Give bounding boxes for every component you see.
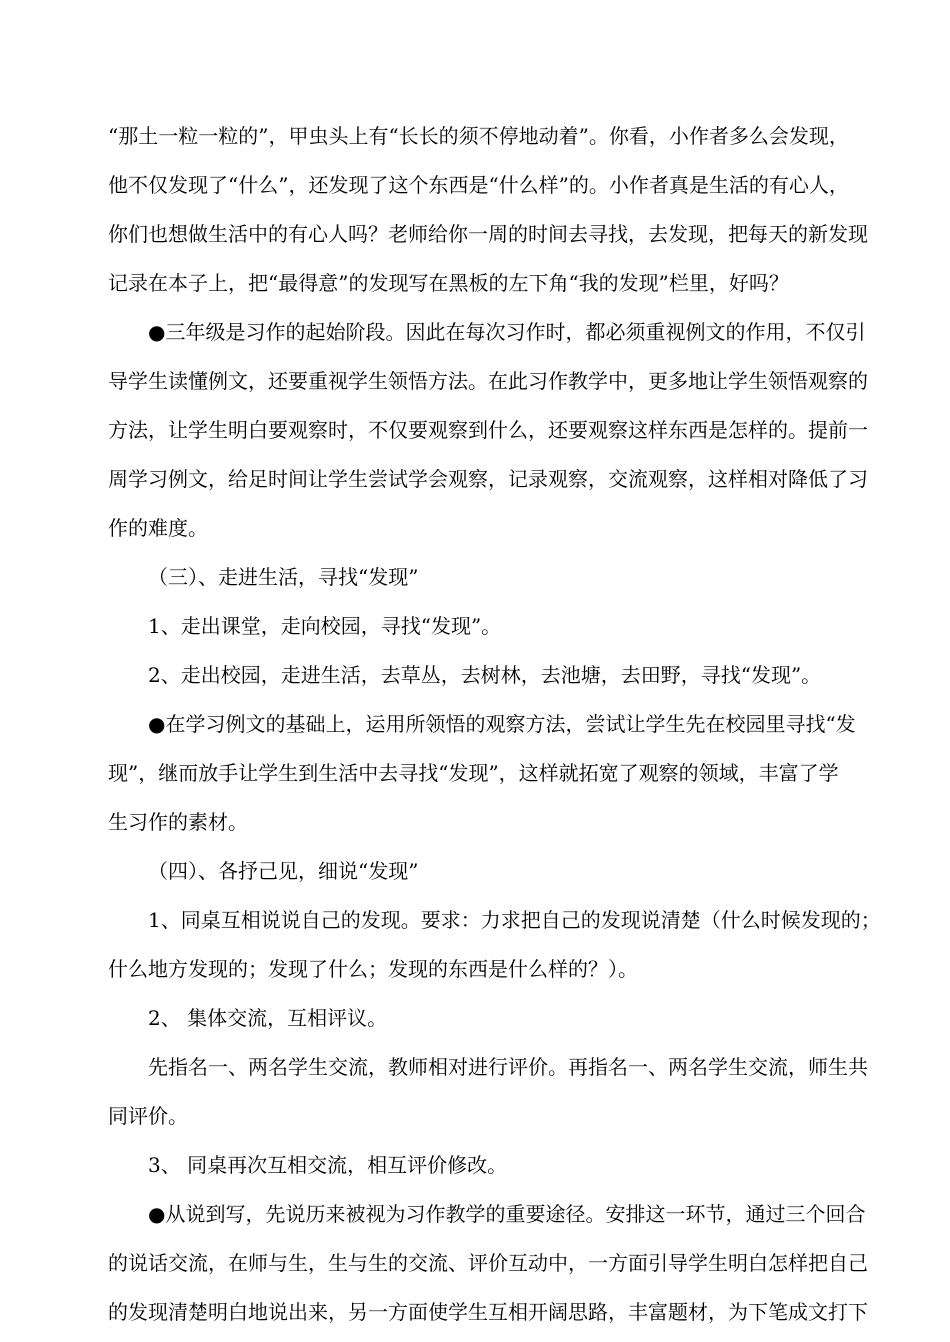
step-line: 1、同桌互相说说自己的发现。要求：力求把自己的发现说清楚（什么时候发现的； — [148, 908, 881, 932]
text-line: 同评价。 — [108, 1104, 188, 1128]
section-heading: （四）、各抒己见，细说“发现” — [148, 859, 419, 883]
bullet-paragraph-line: ●在学习例文的基础上，运用所领悟的观察方法，尝试让学生先在校园里寻找“发 — [148, 712, 856, 736]
step-line: 3、 同桌再次互相交流，相互评价修改。 — [148, 1153, 508, 1177]
text-line: 作的难度。 — [108, 516, 208, 540]
bullet-paragraph-line: ●三年级是习作的起始阶段。因此在每次习作时，都必须重视例文的作用，不仅引 — [148, 320, 866, 344]
text-line: 他不仅发现了“什么”，还发现了这个东西是“什么样”的。小作者真是生活的有心人， — [108, 173, 849, 197]
text-line: 的说话交流，在师与生，生与生的交流、评价互动中，一方面引导学生明白怎样把自己 — [108, 1251, 868, 1275]
text-line: 周学习例文，给足时间让学生尝试学会观察，记录观察，交流观察，这样相对降低了习 — [108, 467, 868, 491]
step-line: 2、走出校园，走进生活，去草丛，去树林，去池塘，去田野，寻找“发现”。 — [148, 663, 822, 687]
text-line: 的发现清楚明白地说出来，另一方面使学生互相开阔思路，丰富题材，为下笔成文打下 — [108, 1300, 868, 1324]
section-heading: （三）、走进生活，寻找“发现” — [148, 565, 419, 589]
step-line: 2、 集体交流，互相评议。 — [148, 1006, 388, 1030]
text-line: 你们也想做生活中的有心人吗？老师给你一周的时间去寻找，去发现，把每天的新发现 — [108, 222, 868, 246]
text-line: 方法，让学生明白要观察时，不仅要观察到什么，还要观察这样东西是怎样的。提前一 — [108, 418, 868, 442]
text-line: 记录在本子上，把“最得意”的发现写在黑板的左下角“我的发现”栏里，好吗？ — [108, 271, 789, 295]
document-page — [108, 112, 881, 1337]
text-line: 生习作的素材。 — [108, 810, 248, 834]
text-line: 什么地方发现的；发现了什么；发现的东西是什么样的？）。 — [108, 957, 638, 981]
bullet-paragraph-line: ●从说到写，先说历来被视为习作教学的重要途径。安排这一环节，通过三个回合 — [148, 1202, 866, 1226]
text-line: 导学生读懂例文，还要重视学生领悟方法。在此习作教学中，更多地让学生领悟观察的 — [108, 369, 868, 393]
text-line: “那土一粒一粒的”，甲虫头上有“长长的须不停地动着”。你看，小作者多么会发现， — [108, 124, 849, 148]
text-line: 先指名一、两名学生交流，教师相对进行评价。再指名一、两名学生交流，师生共 — [148, 1055, 868, 1079]
text-line: 现”，继而放手让学生到生活中去寻找“发现”，这样就拓宽了观察的领域，丰富了学 — [108, 761, 839, 785]
step-line: 1、走出课堂，走向校园，寻找“发现”。 — [148, 614, 502, 638]
